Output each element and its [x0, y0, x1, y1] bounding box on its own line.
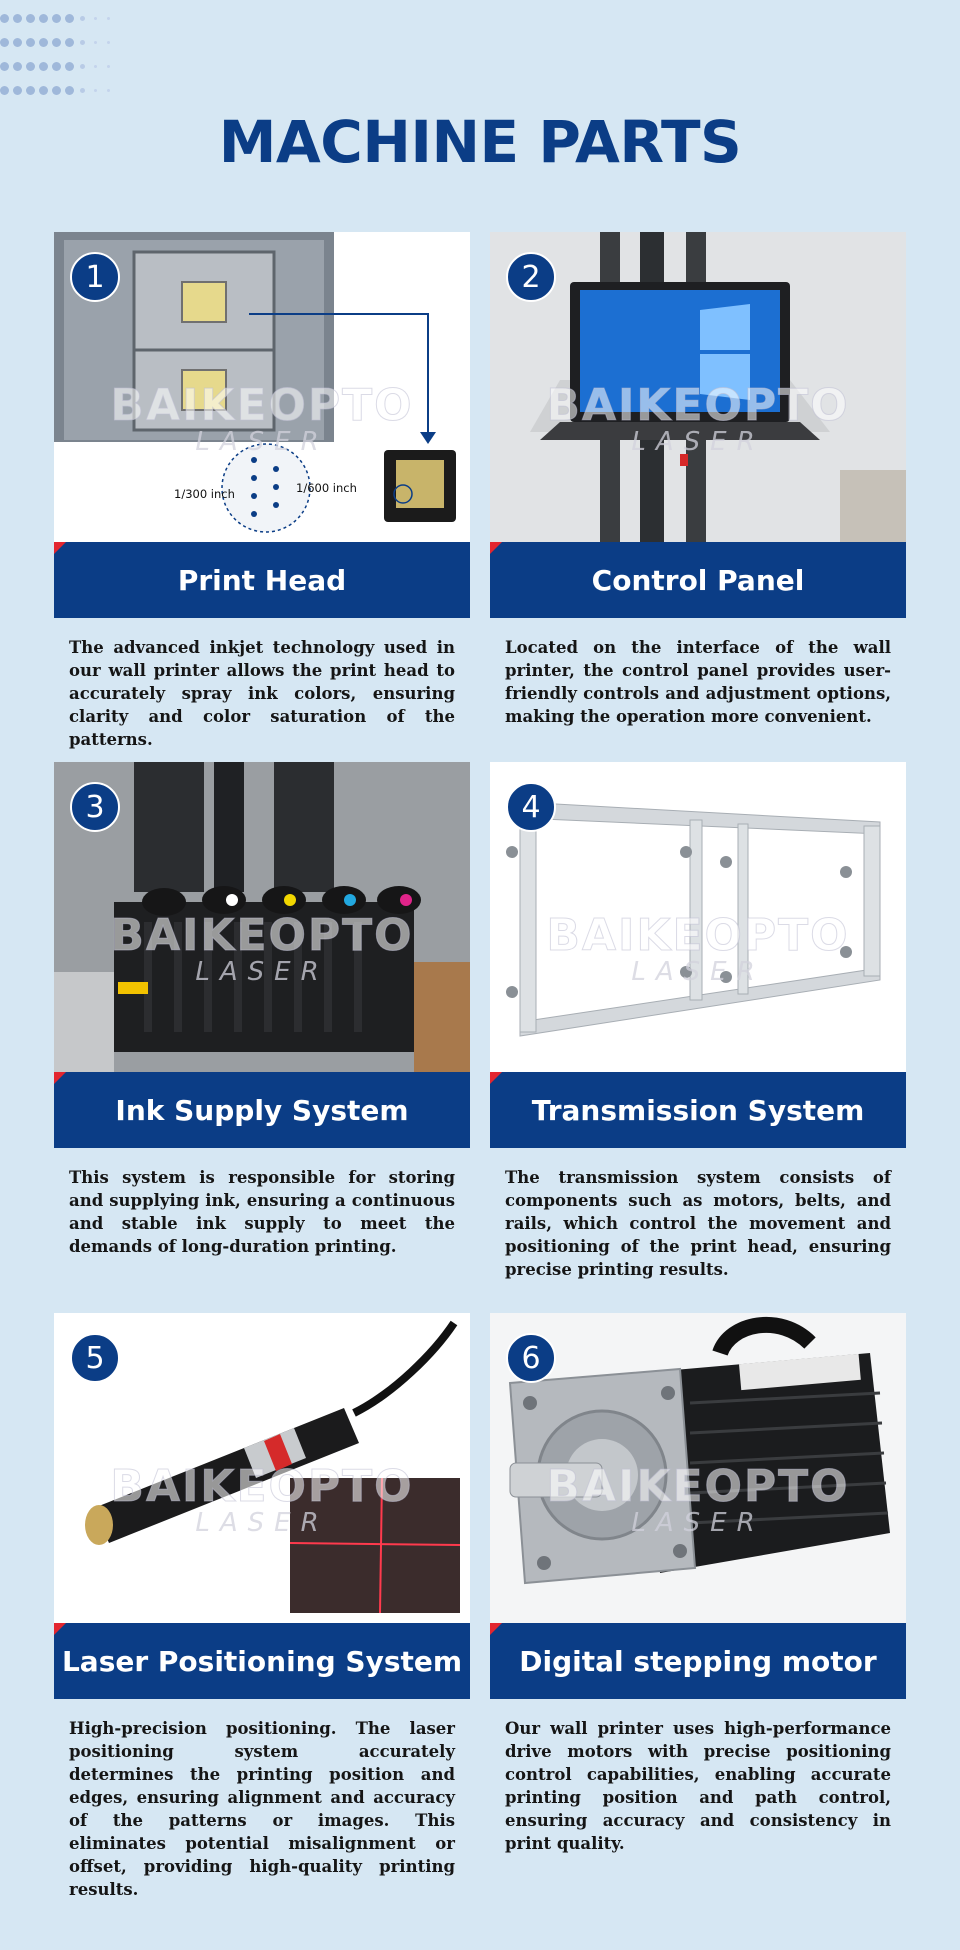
part-title: Ink Supply System	[115, 1093, 409, 1127]
decorative-dots	[0, 14, 117, 95]
watermark: BAIKEOPTO LASER	[546, 1461, 850, 1538]
part-number-badge: 1	[70, 252, 120, 302]
part-title-bar	[54, 542, 470, 618]
part-number-badge: 2	[506, 252, 556, 302]
part-title-bar	[490, 1072, 906, 1148]
part-number-badge: 3	[70, 782, 120, 832]
part-card-control-panel	[490, 232, 906, 728]
ink-supply-photo	[54, 762, 470, 1072]
part-card-ink-supply-system	[54, 762, 470, 1258]
watermark: BAIKEOPTO LASER	[110, 910, 414, 987]
part-number-badge: 5	[70, 1333, 120, 1383]
part-card-print-head	[54, 232, 470, 751]
part-title-bar	[54, 1072, 470, 1148]
part-card-digital-stepping-motor	[490, 1313, 906, 1855]
print-head-photo	[54, 232, 470, 542]
watermark: BAIKEOPTO LASER	[546, 910, 850, 987]
callout-1-600-inch: 1/600 inch	[296, 481, 357, 495]
part-description: Our wall printer uses high-performance drive motors with precise positioning control capabilities, enabling accurate printing position and path control, ensuring accuracy and consistency in print quality.	[505, 1719, 891, 1853]
part-description: This system is responsible for storing and supplying ink, ensuring a continuous and stable ink supply to meet the demands of long-duration printing.	[69, 1168, 455, 1256]
part-title: Digital stepping motor	[519, 1644, 877, 1678]
part-description: High-precision positioning. The laser positioning system accurately determines the printing position and edges, ensuring alignment and accuracy of the patterns or images. This eliminates potential misalignment or offset, providing high-quality printing results.	[69, 1719, 455, 1899]
part-card-transmission-system	[490, 762, 906, 1281]
part-number-badge: 4	[506, 782, 556, 832]
part-title: Transmission System	[531, 1093, 865, 1127]
part-title: Laser Positioning System	[61, 1644, 463, 1678]
watermark: BAIKEOPTO LASER	[546, 380, 850, 457]
watermark: BAIKEOPTO LASER	[110, 380, 414, 457]
laser-positioning-photo	[54, 1313, 470, 1623]
part-title-bar	[490, 542, 906, 618]
part-description: The transmission system consists of components such as motors, belts, and rails, which control the movement and positioning of the print head, ensuring precise printing results.	[505, 1168, 891, 1279]
part-title-bar	[490, 1623, 906, 1699]
control-panel-photo	[490, 232, 906, 542]
part-description: The advanced inkjet technology used in our wall printer allows the print head to accurately spray ink colors, ensuring clarity and color saturation of the patterns.	[69, 638, 455, 749]
transmission-photo	[490, 762, 906, 1072]
part-card-laser-positioning-system	[54, 1313, 470, 1901]
watermark: BAIKEOPTO LASER	[110, 1461, 414, 1538]
part-title: Print Head	[177, 563, 347, 597]
stepping-motor-photo	[490, 1313, 906, 1623]
part-title-bar	[54, 1623, 470, 1699]
part-description: Located on the interface of the wall printer, the control panel provides user-friendly controls and adjustment options, making the operation more convenient.	[505, 638, 891, 726]
page-title: MACHINE PARTS	[218, 108, 742, 176]
part-number-badge: 6	[506, 1333, 556, 1383]
callout-1-300-inch: 1/300 inch	[174, 487, 235, 501]
part-title: Control Panel	[591, 563, 805, 597]
